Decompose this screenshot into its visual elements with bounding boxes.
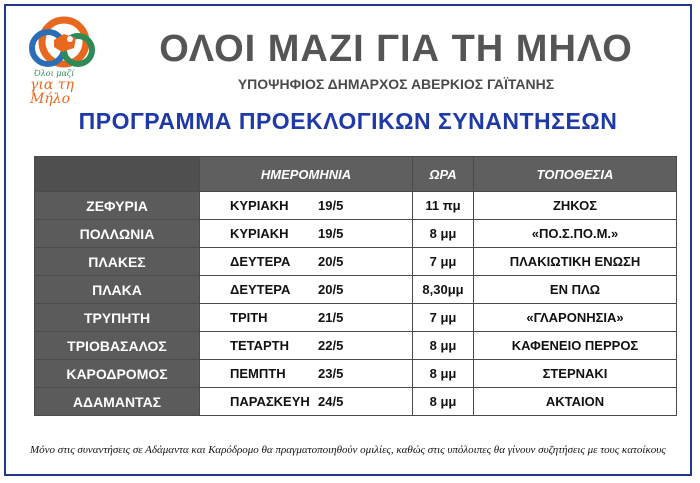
location-cell: «ΓΛΑΡΟΝΗΣΙΑ» [474,304,677,332]
date-text: 20/5 [318,282,344,297]
date-cell [200,360,413,388]
village-cell: ΠΟΛΛΩΝΙΑ [35,220,200,248]
location-cell: ΠΛΑΚΙΩΤΙΚΗ ΕΝΩΣΗ [474,248,677,276]
date-text: 23/5 [318,366,344,381]
day-text: ΚΥΡΙΑΚΗ [230,226,289,241]
header-location: ΤΟΠΟΘΕΣΙΑ [474,157,677,192]
village-cell: ΚΑΡΟΔΡΟΜΟΣ [35,360,200,388]
time-cell: 8 μμ [413,220,474,248]
village-cell: ΠΛΑΚΑ [35,276,200,304]
time-cell: 7 μμ [413,248,474,276]
date-text: 22/5 [318,338,344,353]
day-text: ΠΕΜΠΤΗ [230,366,286,381]
time-cell: 7 μμ [413,304,474,332]
day-text: ΚΥΡΙΑΚΗ [230,198,289,213]
table-row [35,332,677,360]
date-text: 19/5 [318,198,344,213]
date-cell [200,276,413,304]
day-text: ΔΕΥΤΕΡΑ [230,254,291,269]
date-cell [200,304,413,332]
location-cell: ΕΝ ΠΛΩ [474,276,677,304]
logo-text [28,70,108,106]
location-cell: ΖΗΚΟΣ [474,192,677,220]
candidate-subtitle: ΥΠΟΨΗΦΙΟΣ ΔΗΜΑΡΧΟΣ ΑΒΕΡΚΙΟΣ ΓΑΪΤΑΝΗΣ [237,76,555,92]
location-cell: «ΠΟ.Σ.ΠΟ.Μ.» [474,220,677,248]
date-text: 24/5 [318,394,344,409]
logo-rings-icon [24,14,104,74]
header-corner [35,157,200,192]
table-row [35,388,677,416]
date-text: 19/5 [318,226,344,241]
village-cell: ΖΕΦΥΡΙΑ [35,192,200,220]
location-cell: ΑΚΤΑΙΟΝ [474,388,677,416]
time-cell: 11 πμ [413,192,474,220]
logo-line-2: για τη Μήλο [30,77,74,107]
time-cell: 8 μμ [413,360,474,388]
time-cell: 8 μμ [413,388,474,416]
table-row [35,304,677,332]
date-text: 20/5 [318,254,344,269]
village-cell: ΑΔΑΜΑΝΤΑΣ [35,388,200,416]
table-row [35,192,677,220]
time-cell: 8,30μμ [413,276,474,304]
program-title: ΠΡΟΓΡΑΜΜΑ ΠΡΟΕΚΛΟΓΙΚΩΝ ΣΥΝΑΝΤΗΣΕΩΝ [78,108,618,134]
date-cell [200,248,413,276]
poster-frame [4,4,692,476]
table-row [35,276,677,304]
day-text: ΤΡΙΤΗ [230,310,268,325]
date-cell [200,192,413,220]
table-row [35,248,677,276]
campaign-logo [24,14,104,107]
day-text: ΔΕΥΤΕΡΑ [230,282,291,297]
village-cell: ΤΡΙΟΒΑΣΑΛΟΣ [35,332,200,360]
table-header-row [35,157,677,192]
date-cell [200,332,413,360]
day-text: ΠΑΡΑΣΚΕΥΗ [230,394,310,409]
day-text: ΤΕΤΑΡΤΗ [230,338,289,353]
table-row [35,360,677,388]
table-row [35,220,677,248]
date-text: 21/5 [318,310,344,325]
poster-title: ΟΛΟΙ ΜΑΖΙ ΓΙΑ ΤΗ ΜΗΛΟ [159,28,633,70]
logo-line-1: Όλοι μαζί [34,69,75,78]
date-cell [200,220,413,248]
date-cell [200,388,413,416]
village-cell: ΤΡΥΠΗΤΗ [35,304,200,332]
village-cell: ΠΛΑΚΕΣ [35,248,200,276]
footnote: Μόνο στις συναντήσεις σε Αδάμαντα και Καρόδρομο θα πραγματοποιηθούν ομιλίες, καθώς στις υπόλοιπες θα γίνουν συζητήσεις με τους κατοίκους [30,444,666,456]
location-cell: ΣΤΕΡΝΑΚΙ [474,360,677,388]
header-time: ΩΡΑ [413,157,474,192]
location-cell: ΚΑΦΕΝΕΙΟ ΠΕΡΡΟΣ [474,332,677,360]
meetings-table [34,156,677,416]
header-date: ΗΜΕΡΟΜΗΝΙΑ [200,157,413,192]
time-cell: 8 μμ [413,332,474,360]
